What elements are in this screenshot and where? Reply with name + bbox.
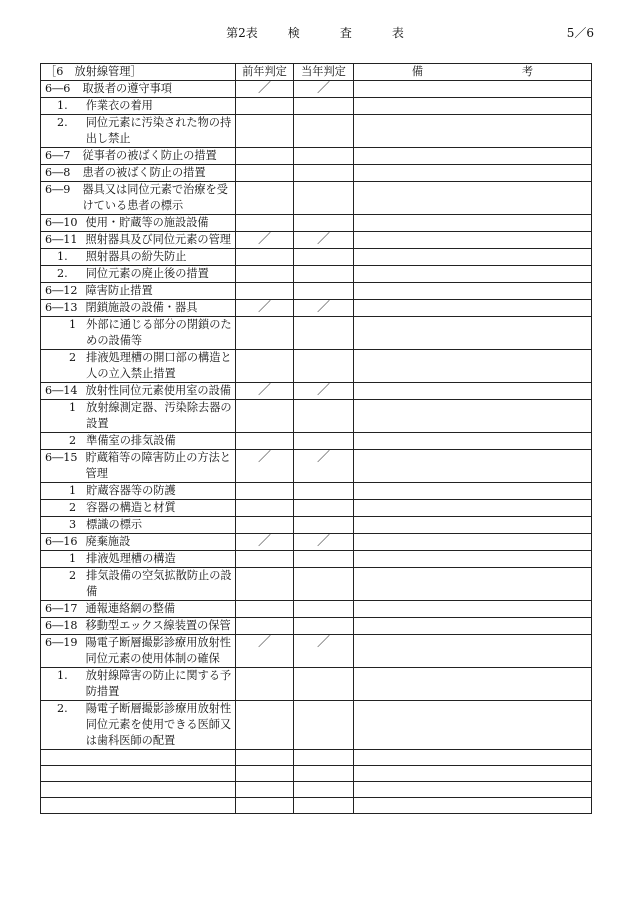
item-text: 患者の被ばく防止の措置 [82, 166, 206, 179]
item-cell [41, 98, 236, 115]
prev-judgment-cell [236, 668, 294, 701]
table-row [41, 568, 592, 601]
curr-judgment-cell [294, 450, 354, 483]
table-row [41, 165, 592, 182]
item-text: 使用・貯蔵等の施設設備 [85, 216, 209, 229]
title-char-3: 表 [391, 26, 404, 40]
slash-mark: ／ [257, 450, 271, 465]
item-cell [41, 350, 236, 383]
page-number: 5／6 [566, 26, 594, 40]
remarks-cell [354, 618, 592, 635]
item-number: 6―18 [45, 619, 78, 632]
remarks-cell [354, 383, 592, 400]
item-cell [41, 534, 236, 551]
remarks-cell [354, 601, 592, 618]
prev-judgment-cell [236, 232, 294, 249]
item-cell [41, 551, 236, 568]
empty-row [41, 798, 592, 814]
curr-judgment-cell [294, 317, 354, 350]
slash-mark: ／ [257, 232, 271, 247]
item-text: 照射器具の紛失防止 [85, 250, 187, 263]
title-char-1: 検 [287, 26, 300, 40]
curr-judgment-cell [294, 182, 354, 215]
item-text: 標識の標示 [86, 518, 143, 531]
table-row [41, 517, 592, 534]
item-text: 作業衣の着用 [85, 99, 153, 112]
slash-mark: ／ [316, 383, 330, 398]
table-row [41, 115, 592, 148]
table-row [41, 300, 592, 317]
item-number: 2 [69, 434, 77, 447]
header-item: ［6 放射線管理］ [41, 64, 236, 81]
item-cell [41, 182, 236, 215]
empty-cell [354, 782, 592, 798]
curr-judgment-cell [294, 98, 354, 115]
remarks-cell [354, 500, 592, 517]
slash-mark: ／ [316, 81, 330, 96]
empty-cell [354, 766, 592, 782]
item-cell [41, 668, 236, 701]
curr-judgment-cell [294, 500, 354, 517]
curr-judgment-cell [294, 266, 354, 283]
item-number: 6―6 [45, 82, 71, 95]
inspection-table [40, 63, 592, 814]
slash-mark: ／ [257, 635, 271, 650]
table-row [41, 668, 592, 701]
table-row [41, 283, 592, 300]
table-row [41, 81, 592, 98]
remarks-cell [354, 701, 592, 750]
remarks-cell [354, 450, 592, 483]
remarks-cell [354, 635, 592, 668]
slash-mark: ／ [257, 300, 271, 315]
table-row [41, 182, 592, 215]
item-text: 放射線測定器、汚染除去器の設置 [86, 401, 232, 430]
prev-judgment-cell [236, 81, 294, 98]
remarks-cell [354, 98, 592, 115]
remarks-cell [354, 483, 592, 500]
empty-cell [41, 798, 236, 814]
prev-judgment-cell [236, 266, 294, 283]
slash-mark: ／ [316, 300, 330, 315]
empty-cell [354, 798, 592, 814]
curr-judgment-cell [294, 148, 354, 165]
empty-cell [354, 750, 592, 766]
item-number: 2 [69, 569, 77, 582]
empty-cell [41, 750, 236, 766]
curr-judgment-cell [294, 517, 354, 534]
remarks-cell [354, 433, 592, 450]
item-text: 排液処理槽の構造 [86, 552, 176, 565]
item-cell [41, 450, 236, 483]
item-cell [41, 283, 236, 300]
curr-judgment-cell [294, 551, 354, 568]
slash-mark: ／ [316, 534, 330, 549]
remarks-cell [354, 283, 592, 300]
header-prev-judgment: 前年判定 [236, 64, 294, 81]
curr-judgment-cell [294, 300, 354, 317]
remarks-cell [354, 115, 592, 148]
curr-judgment-cell [294, 400, 354, 433]
item-number: 1. [57, 250, 68, 263]
item-cell [41, 300, 236, 317]
prev-judgment-cell [236, 249, 294, 266]
empty-row [41, 750, 592, 766]
curr-judgment-cell [294, 534, 354, 551]
table-row [41, 249, 592, 266]
item-cell [41, 483, 236, 500]
item-text: 器具又は同位元素で治療を受けている患者の標示 [82, 183, 228, 212]
curr-judgment-cell [294, 232, 354, 249]
item-cell [41, 165, 236, 182]
prev-judgment-cell [236, 601, 294, 618]
table-row [41, 534, 592, 551]
prev-judgment-cell [236, 635, 294, 668]
header-curr-judgment: 当年判定 [294, 64, 354, 81]
remarks-cell [354, 81, 592, 98]
empty-cell [236, 798, 294, 814]
curr-judgment-cell [294, 618, 354, 635]
prev-judgment-cell [236, 517, 294, 534]
item-cell [41, 568, 236, 601]
table-row [41, 701, 592, 750]
item-text: 障害防止措置 [85, 284, 153, 297]
prev-judgment-cell [236, 165, 294, 182]
curr-judgment-cell [294, 165, 354, 182]
prev-judgment-cell [236, 215, 294, 232]
remarks-cell [354, 317, 592, 350]
table-row [41, 266, 592, 283]
slash-mark: ／ [316, 635, 330, 650]
empty-cell [41, 782, 236, 798]
table-row [41, 635, 592, 668]
table-body [41, 81, 592, 814]
remarks-cell [354, 350, 592, 383]
curr-judgment-cell [294, 350, 354, 383]
table-row [41, 400, 592, 433]
item-cell [41, 249, 236, 266]
item-cell [41, 635, 236, 668]
prev-judgment-cell [236, 350, 294, 383]
table-row [41, 98, 592, 115]
item-cell [41, 115, 236, 148]
empty-cell [41, 766, 236, 782]
item-cell [41, 215, 236, 232]
prev-judgment-cell [236, 317, 294, 350]
item-number: 6―16 [45, 535, 78, 548]
item-number: 1. [57, 669, 68, 682]
item-cell [41, 433, 236, 450]
prev-judgment-cell [236, 300, 294, 317]
remarks-cell [354, 400, 592, 433]
item-number: 1 [69, 318, 77, 331]
empty-cell [236, 766, 294, 782]
remarks-cell [354, 551, 592, 568]
empty-cell [236, 782, 294, 798]
remarks-cell [354, 148, 592, 165]
prev-judgment-cell [236, 400, 294, 433]
item-text: 照射器具及び同位元素の管理 [85, 233, 231, 246]
item-number: 6―11 [45, 233, 78, 246]
prev-judgment-cell [236, 450, 294, 483]
remarks-cell [354, 215, 592, 232]
remarks-cell [354, 534, 592, 551]
curr-judgment-cell [294, 433, 354, 450]
remarks-cell [354, 232, 592, 249]
remarks-cell [354, 517, 592, 534]
curr-judgment-cell [294, 483, 354, 500]
item-text: 同位元素の廃止後の措置 [85, 267, 209, 280]
item-cell [41, 148, 236, 165]
remarks-cell [354, 266, 592, 283]
item-cell [41, 317, 236, 350]
table-row [41, 483, 592, 500]
item-number: 1 [69, 552, 77, 565]
remarks-cell [354, 165, 592, 182]
item-cell [41, 232, 236, 249]
curr-judgment-cell [294, 115, 354, 148]
prev-judgment-cell [236, 148, 294, 165]
item-number: 6―10 [45, 216, 78, 229]
empty-cell [294, 798, 354, 814]
header-remarks-2: 考 [521, 65, 534, 78]
item-number: 6―17 [45, 602, 78, 615]
item-number: 6―9 [45, 183, 71, 196]
table-row [41, 350, 592, 383]
curr-judgment-cell [294, 668, 354, 701]
item-text: 放射性同位元素使用室の設備 [85, 384, 231, 397]
item-number: 1 [69, 484, 77, 497]
remarks-cell [354, 568, 592, 601]
item-number: 6―14 [45, 384, 78, 397]
empty-row [41, 782, 592, 798]
empty-cell [294, 750, 354, 766]
header-row [41, 64, 592, 81]
item-number: 6―7 [45, 149, 71, 162]
item-text: 同位元素に汚染された物の持出し禁止 [85, 116, 232, 145]
empty-cell [294, 766, 354, 782]
remarks-cell [354, 668, 592, 701]
empty-cell [294, 782, 354, 798]
curr-judgment-cell [294, 283, 354, 300]
remarks-cell [354, 182, 592, 215]
prev-judgment-cell [236, 701, 294, 750]
table-row [41, 148, 592, 165]
item-cell [41, 618, 236, 635]
item-number: 2. [57, 267, 68, 280]
item-text: 排気設備の空気拡散防止の設備 [86, 569, 232, 598]
table-row [41, 450, 592, 483]
empty-row [41, 766, 592, 782]
item-cell [41, 400, 236, 433]
prev-judgment-cell [236, 551, 294, 568]
table-row [41, 383, 592, 400]
item-number: 6―13 [45, 301, 78, 314]
item-text: 準備室の排気設備 [86, 434, 176, 447]
item-cell [41, 500, 236, 517]
table-row [41, 618, 592, 635]
item-text: 外部に通じる部分の閉鎖のための設備等 [86, 318, 232, 347]
table-row [41, 433, 592, 450]
item-number: 2. [57, 116, 68, 129]
slash-mark: ／ [257, 383, 271, 398]
item-text: 廃棄施設 [85, 535, 131, 548]
prev-judgment-cell [236, 618, 294, 635]
item-text: 通報連絡網の整備 [85, 602, 176, 615]
item-text: 陽電子断層撮影診療用放射性同位元素を使用できる医師又は歯科医師の配置 [85, 702, 232, 747]
prev-judgment-cell [236, 383, 294, 400]
prev-judgment-cell [236, 115, 294, 148]
prev-judgment-cell [236, 283, 294, 300]
curr-judgment-cell [294, 215, 354, 232]
remarks-cell [354, 249, 592, 266]
item-text: 貯蔵箱等の障害防止の方法と管理 [85, 451, 231, 480]
table-row [41, 317, 592, 350]
item-number: 6―12 [45, 284, 78, 297]
empty-cell [236, 750, 294, 766]
item-cell [41, 266, 236, 283]
curr-judgment-cell [294, 635, 354, 668]
item-number: 2 [69, 351, 77, 364]
prev-judgment-cell [236, 433, 294, 450]
prev-judgment-cell [236, 568, 294, 601]
title-char-2: 査 [339, 26, 352, 40]
curr-judgment-cell [294, 568, 354, 601]
item-number: 6―15 [45, 451, 78, 464]
title-table-number: 第2表 [226, 26, 258, 40]
prev-judgment-cell [236, 500, 294, 517]
remarks-cell [354, 300, 592, 317]
item-text: 閉鎖施設の設備・器具 [85, 301, 198, 314]
item-cell [41, 383, 236, 400]
header-remarks-1: 備 [411, 65, 424, 78]
item-number: 1. [57, 99, 68, 112]
item-number: 6―8 [45, 166, 71, 179]
curr-judgment-cell [294, 81, 354, 98]
slash-mark: ／ [316, 450, 330, 465]
item-text: 容器の構造と材質 [86, 501, 176, 514]
curr-judgment-cell [294, 601, 354, 618]
item-number: 3 [69, 518, 77, 531]
table-row [41, 500, 592, 517]
table-row [41, 215, 592, 232]
curr-judgment-cell [294, 383, 354, 400]
item-text: 陽電子断層撮影診療用放射性同位元素の使用体制の確保 [85, 636, 231, 665]
item-text: 移動型エックス線装置の保管 [85, 619, 231, 632]
item-number: 2 [69, 501, 77, 514]
item-number: 1 [69, 401, 77, 414]
slash-mark: ／ [257, 81, 271, 96]
prev-judgment-cell [236, 534, 294, 551]
curr-judgment-cell [294, 701, 354, 750]
item-cell [41, 517, 236, 534]
prev-judgment-cell [236, 98, 294, 115]
curr-judgment-cell [294, 249, 354, 266]
item-text: 放射線障害の防止に関する予防措置 [85, 669, 232, 698]
item-text: 排液処理槽の開口部の構造と人の立入禁止措置 [86, 351, 232, 380]
prev-judgment-cell [236, 182, 294, 215]
item-text: 従事者の被ばく防止の措置 [82, 149, 217, 162]
item-text: 取扱者の遵守事項 [82, 82, 172, 95]
prev-judgment-cell [236, 483, 294, 500]
item-cell [41, 601, 236, 618]
table-row [41, 601, 592, 618]
document-title [0, 24, 630, 41]
table-row [41, 232, 592, 249]
table-row [41, 551, 592, 568]
item-cell [41, 701, 236, 750]
item-number: 2. [57, 702, 68, 715]
slash-mark: ／ [316, 232, 330, 247]
item-number: 6―19 [45, 636, 78, 649]
header-remarks [354, 64, 592, 81]
slash-mark: ／ [257, 534, 271, 549]
item-cell [41, 81, 236, 98]
item-text: 貯蔵容器等の防護 [86, 484, 176, 497]
